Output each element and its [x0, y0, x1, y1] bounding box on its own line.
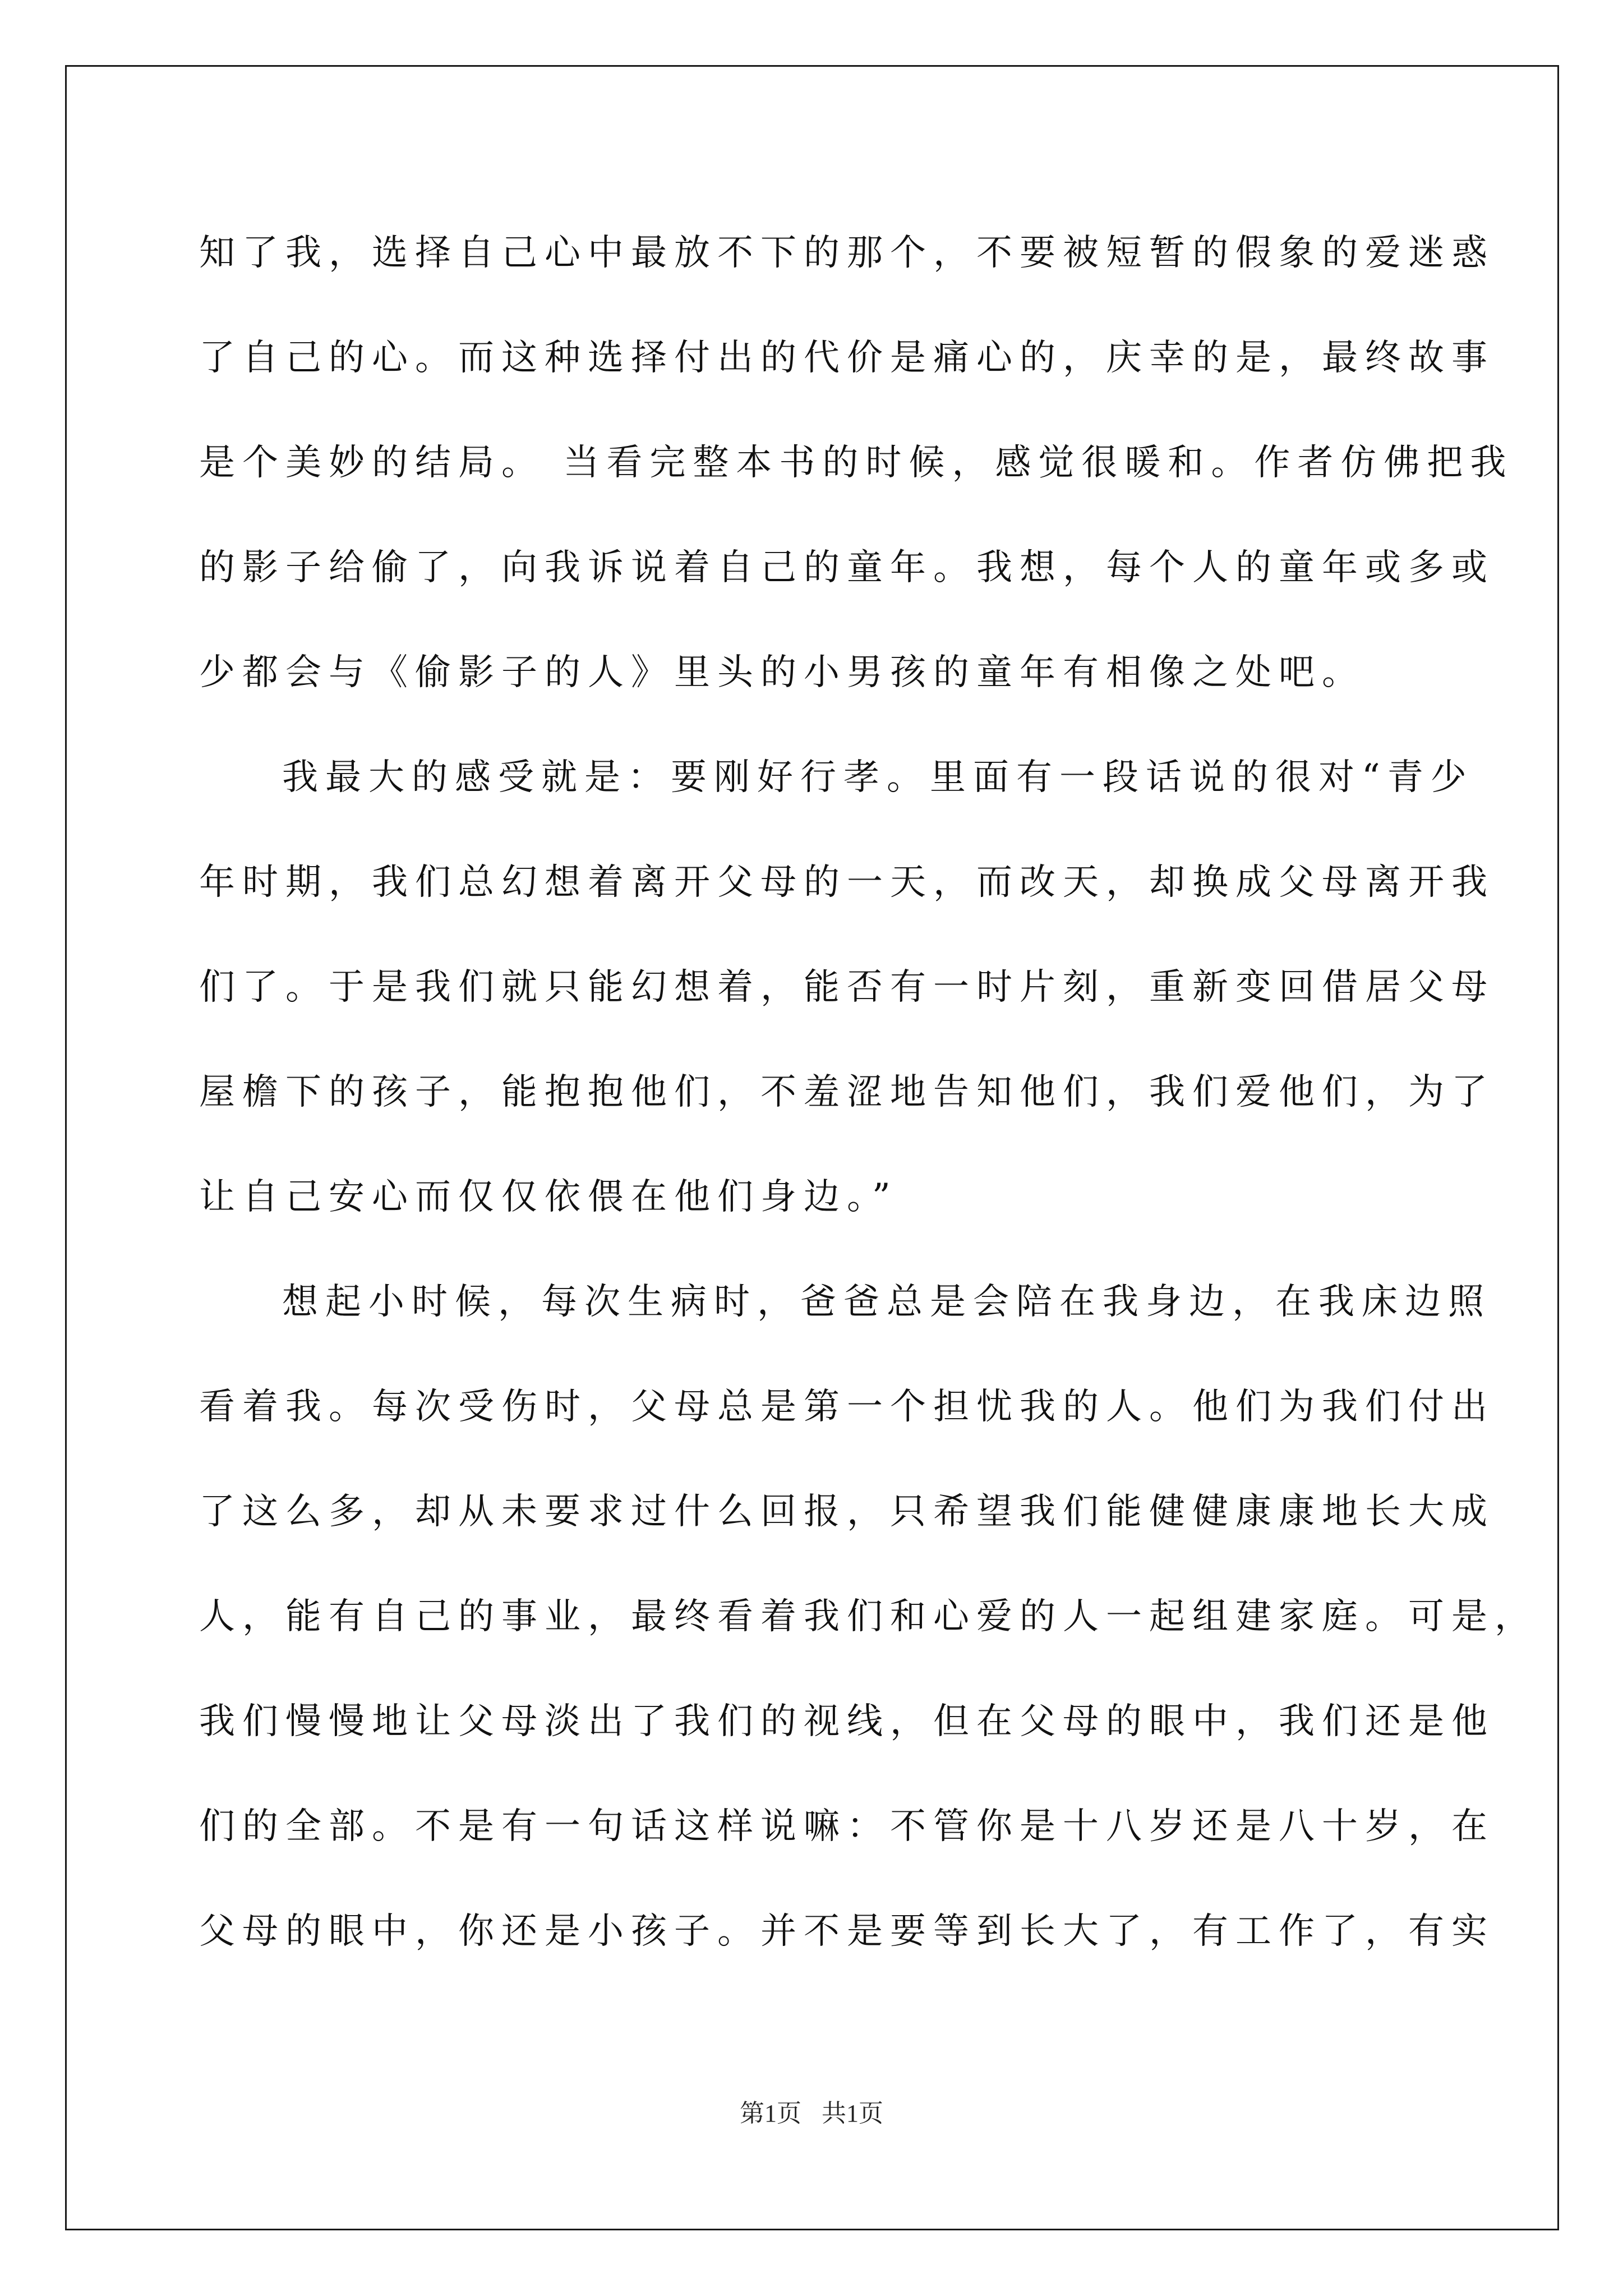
- text-line: 少都会与《偷影子的人》里头的小男孩的童年有相像之处吧。: [199, 652, 1365, 693]
- text-line: 们了。于是我们就只能幻想着，能否有一时片刻，重新变回借居父母: [199, 967, 1495, 1008]
- text-line: 的影子给偷了，向我诉说着自己的童年。我想，每个人的童年或多或: [199, 547, 1495, 588]
- text-line: 父母的眼中，你还是小孩子。并不是要等到长大了，有工作了，有实: [199, 1911, 1495, 1952]
- page-footer: [0, 2097, 1623, 2131]
- text-line: 我们慢慢地让父母淡出了我们的视线，但在父母的眼中，我们还是他: [199, 1701, 1495, 1742]
- text-line: 人，能有自己的事业，最终看着我们和心爱的人一起组建家庭。可是，: [199, 1596, 1538, 1637]
- page-total: 共1页: [822, 2100, 883, 2127]
- text-line: 知了我，选择自己心中最放不下的那个，不要被短暂的假象的爱迷惑: [199, 232, 1495, 274]
- text-line: 了这么多，却从未要求过什么回报，只希望我们能健健康康地长大成: [199, 1491, 1495, 1533]
- text-line: 让自己安心而仅仅依偎在他们身边。”: [199, 1176, 898, 1218]
- text-line: 是个美妙的结局。 当看完整本书的时候，感觉很暖和。作者仿佛把我: [199, 442, 1514, 484]
- paragraph-start-line: 想起小时候，每次生病时，爸爸总是会陪在我身边，在我床边照: [282, 1281, 1491, 1323]
- paragraph-start-line: 我最大的感受就是：要刚好行孝。里面有一段话说的很对“青少: [282, 757, 1474, 798]
- text-line: 了自己的心。而这种选择付出的代价是痛心的，庆幸的是，最终故事: [199, 337, 1495, 379]
- page-number: 第1页: [740, 2100, 801, 2127]
- text-line: 屋檐下的孩子，能抱抱他们，不羞涩地告知他们，我们爱他们，为了: [199, 1071, 1495, 1113]
- text-line: 看着我。每次受伤时，父母总是第一个担忧我的人。他们为我们付出: [199, 1386, 1495, 1428]
- text-line: 年时期，我们总幻想着离开父母的一天，而改天，却换成父母离开我: [199, 862, 1495, 903]
- document-body: [199, 219, 1538, 2003]
- text-line: 们的全部。不是有一句话这样说嘛：不管你是十八岁还是八十岁，在: [199, 1806, 1495, 1847]
